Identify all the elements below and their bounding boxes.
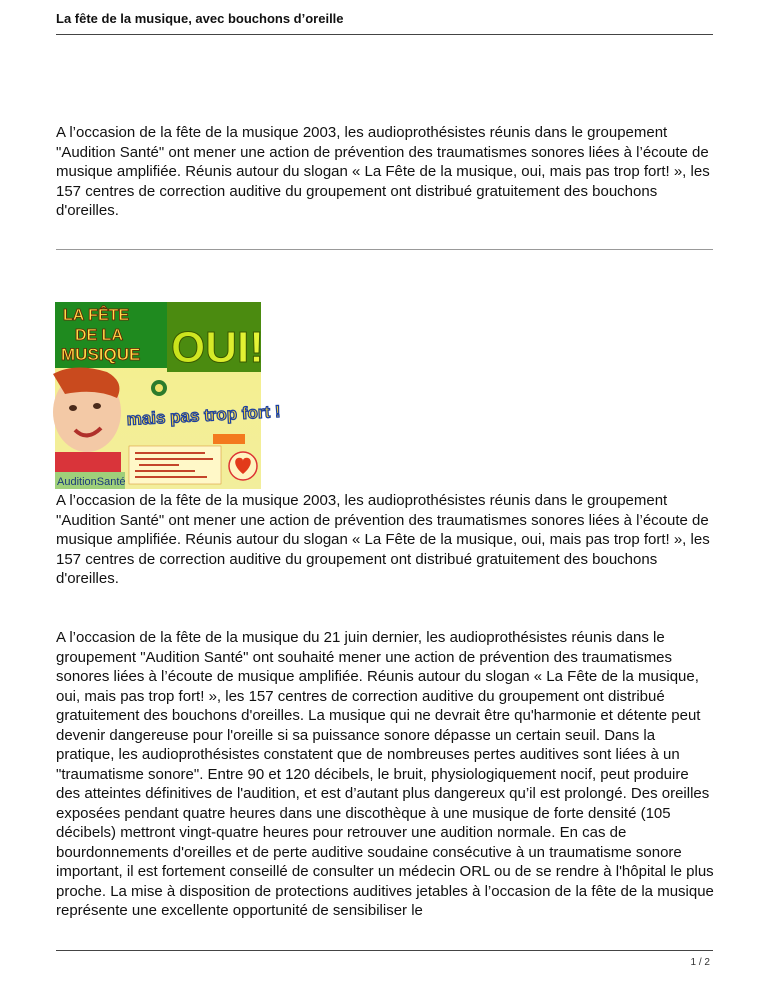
poster-title-line3: MUSIQUE — [61, 345, 141, 364]
header-divider — [56, 34, 713, 35]
poster-slogan: mais pas trop fort ! — [126, 401, 281, 429]
section-divider — [56, 249, 713, 250]
poster-image — [55, 302, 281, 489]
poster-brand: AuditionSanté — [57, 476, 126, 488]
page-title: La fête de la musique, avec bouchons d’oreille — [56, 11, 344, 26]
footer-divider — [56, 950, 713, 951]
page-number: 1 / 2 — [690, 957, 710, 968]
poster-oui: OUI! — [171, 323, 264, 372]
poster-title-line2: DE LA — [75, 327, 123, 344]
poster-illustration — [55, 302, 281, 489]
intro-paragraph: A l’occasion de la fête de la musique 2003, les audioprothésistes réunis dans le groupement "Audition Santé" ont mener une action de prévention des traumatismes sonores liées à l’écoute de musique amplifiée. Réunis autour du slogan « La Fête de la musique, oui, mais pas trop fort! », les 157 centres de correction auditive du groupement ont distribué gratuitement des bouchons d'oreilles. — [56, 124, 710, 219]
body-paragraph: A l’occasion de la fête de la musique du 21 juin dernier, les audioprothésistes réunis dans le groupement "Audition Santé" ont souhaité mener une action de prévention des traumatismes sonores liées à l’écoute de musique amplifiée. Réunis autour du slogan « La Fête de la musique, oui, mais pas trop fort! », les 157 centres de correction auditive du groupement ont distribué gratuitement des bouchons d'oreilles. La musique qui ne devrait être qu'harmonie et détente peut devenir dangereuse pour l'oreille si sa puissance sonore dépasse un certain seuil. Dans la pratique, les audioprothésistes constatent que de nombreuses pertes auditives sont liées à un "traumatisme sonore". Entre 90 et 120 décibels, le bruit, physiologiquement nocif, peut produire des atteintes définitives de l'audition, et est d’autant plus dangereux qu’il est prolongé. Des oreilles exposées pendant quatre heures dans une discothèque à une musique de forte densité (105 décibels) mettront vingt-quatre heures pour retrouver une audition normale. En cas de bourdonnements d'oreilles et de perte auditive soudaine consécutive à un traumatisme sonore important, il est fortement conseillé de consulter un médecin ORL ou de se rendre à l'hôpital le plus proche. La mise à disposition de protections auditives jetables à l’occasion de la fête de la musique représente une excellente opportunité de sensibiliser le — [56, 629, 714, 919]
summary-paragraph: A l’occasion de la fête de la musique 2003, les audioprothésistes réunis dans le groupement "Audition Santé" ont mener une action de prévention des traumatismes sonores liées à l’écoute de musique amplifiée. Réunis autour du slogan « La Fête de la musique, oui, mais pas trop fort! », les 157 centres de correction auditive du groupement ont distribué gratuitement des bouchons d'oreilles. — [56, 492, 710, 587]
poster-title-line1: LA FÊTE — [63, 307, 130, 324]
